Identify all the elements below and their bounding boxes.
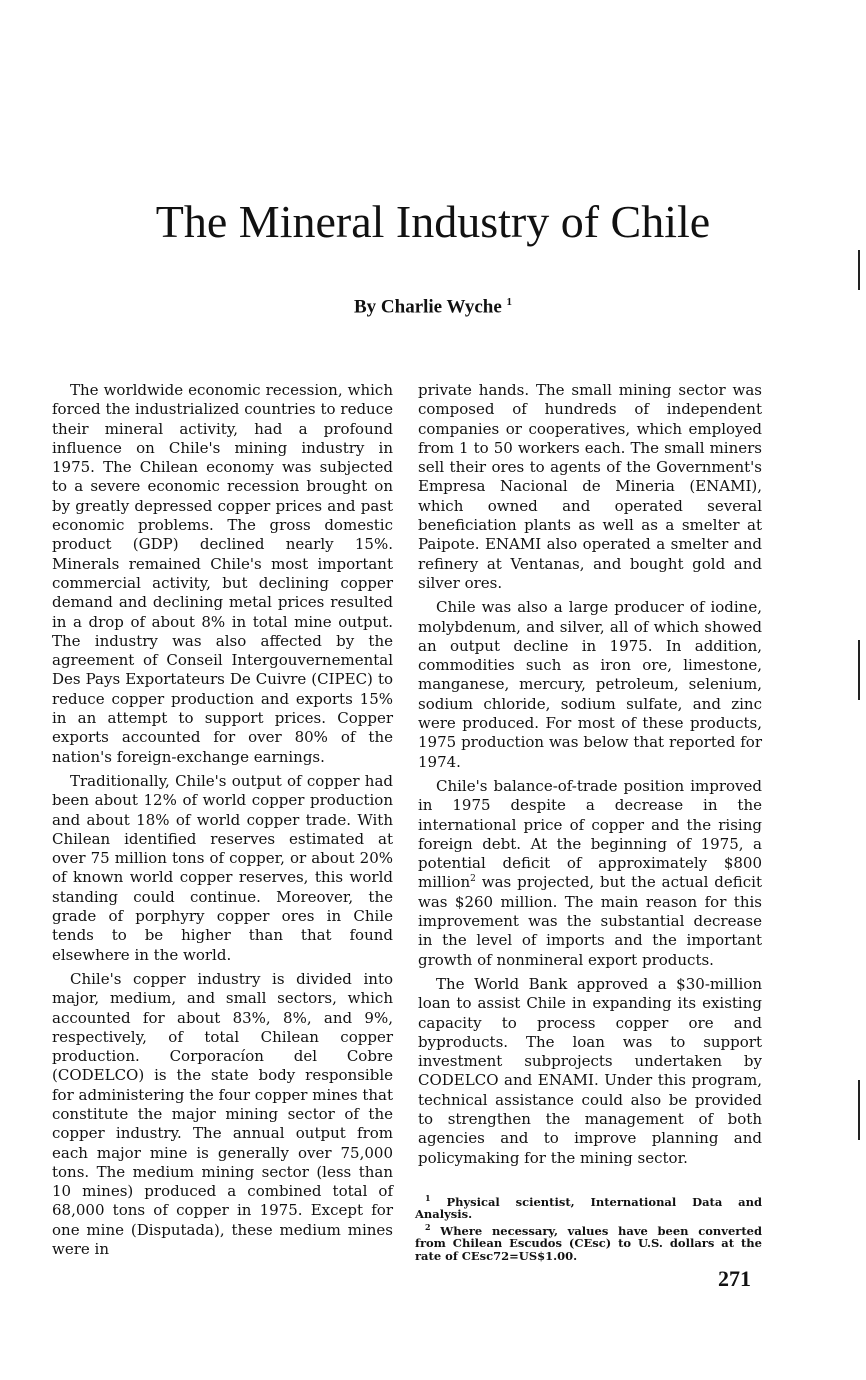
footnote-ref: 2 (470, 874, 476, 885)
paragraph (418, 777, 762, 970)
left-column (52, 381, 393, 1264)
paragraph: Chile was also a large producer of iodine, molybdenum, and silver, all of which showed an output decline in 1975. In addition, commodities such as iron ore, limestone, manganese, mercury, petroleum, selenium, sodium chloride, sodium sulfate, and zinc were produced. For most of these products, 1975 production was below that reported for 1974. (418, 598, 762, 771)
footnote-number: 1 (425, 1193, 431, 1203)
page-title: The Mineral Industry of Chile (155, 196, 711, 247)
footnote (415, 1221, 762, 1262)
paragraph: The World Bank approved a $30-million loan to assist Chile in expanding its existing capacity to process copper ore and byproducts. The loan was to support investment subprojects undertaken by CODELCO and ENAMI. Under this program, technical assistance could also be provided to strengthen the management of both agencies and to improve planning and policymaking for the mining sector. (418, 974, 762, 1167)
paragraph: The worldwide economic recession, which forced the industrialized countries to reduce their mineral activity, had a profound influence on Chile's mining industry in 1975. The Chilean economy was subjected to a severe economic recession brought on by greatly depressed copper prices and past economic problems. The gross domestic product (GDP) declined nearly 15%. Minerals remained Chile's most important commercial activity, but declining copper demand and declining metal prices resulted in a drop of about 8% in total mine output. The industry was also affected by the agreement of Conseil Intergouvernemental Des Pays Exportateurs De Cuivre (CIPEC) to reduce copper production and exports 15% in an attempt to support prices. Copper exports accounted for over 80% of the nation's foreign-exchange earnings. (52, 381, 393, 766)
page-number: 271 (718, 1266, 751, 1291)
footnote-text: Physical scientist, International Data and Analysis. (415, 1194, 762, 1222)
scan-edge-mark (858, 250, 860, 290)
scan-edge-mark (858, 640, 860, 700)
footnote (415, 1192, 762, 1221)
right-column (418, 381, 762, 1173)
author-footnote-ref: 1 (506, 296, 513, 308)
byline (0, 296, 866, 318)
footnote-text: Where necessary, values have been converted from Chilean Escudos (CEsc) to U.S. dollars at the rate of CEsc72=US$1.00. (415, 1223, 762, 1263)
footnote-number: 2 (425, 1221, 431, 1232)
author-name: By Charlie Wyche (353, 296, 502, 318)
paragraph: Chile's copper industry is divided into major, medium, and small sectors, which accounted for about 83%, 8%, and 9%, respectively, of total Chilean copper production. Corporacíon del Cobre (CODELCO) is the state body responsible for administering the four copper mines that constitute the major mining sector of the copper industry. The annual output from each major mine is generally over 75,000 tons. The medium mining sector (less than 10 mines) produced a combined total of 68,000 tons of copper in 1975. Except for one mine (Disputada), these medium mines were in (52, 969, 393, 1259)
paragraph-text: Chile's balance-of-trade position improved in 1975 despite a decrease in the international price of copper and the rising foreign debt. At the beginning of 1975, a potential deficit of approximately $800 million (418, 776, 762, 892)
footnotes (415, 1192, 762, 1262)
paragraph: Traditionally, Chile's output of copper had been about 12% of world copper production and about 18% of world copper trade. With Chilean identified reserves estimated at over 75 million tons of copper, or about 20% of known world copper reserves, this world standing could continue. Moreover, the grade of porphyry copper ores in Chile tends to be higher than that found elsewhere in the world. (52, 771, 393, 964)
scan-edge-mark (858, 1080, 860, 1140)
paragraph-continuation: private hands. The small mining sector was composed of hundreds of independent companies or cooperatives, which employed from 1 to 50 workers each. The small miners sell their ores to agents of the Government's Empresa Nacional de Mineria (ENAMI), which owned and operated several beneficiation plants as well as a smelter at Paipote. ENAMI also operated a smelter and refinery at Ventanas, and bought gold and silver ores. (418, 381, 762, 592)
paragraph-text: was projected, but the actual deficit was $260 million. The main reason for this improvement was the substantial decrease in the level of imports and the important growth of nonmineral export products. (418, 873, 762, 969)
